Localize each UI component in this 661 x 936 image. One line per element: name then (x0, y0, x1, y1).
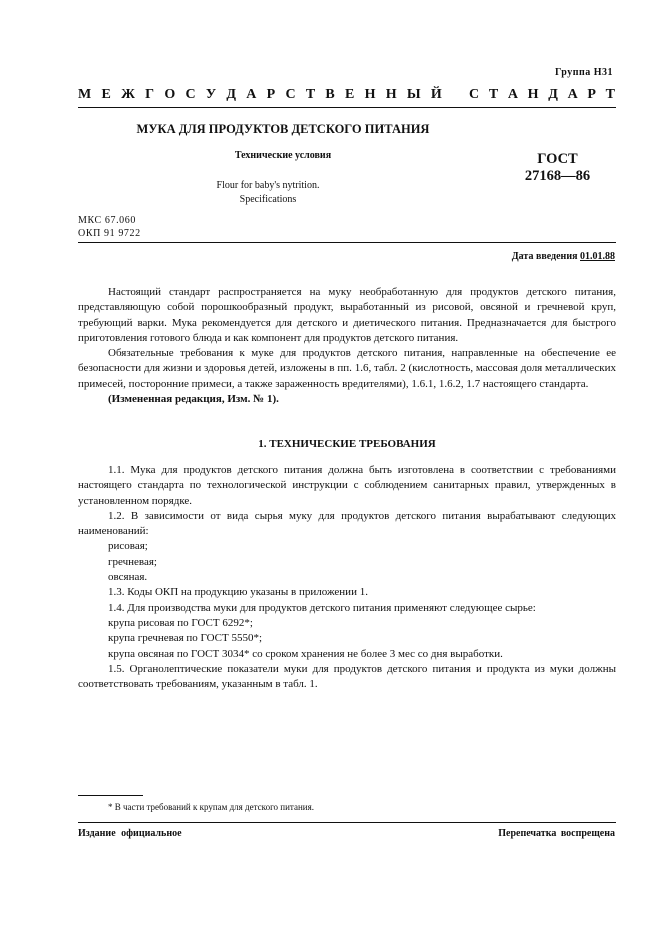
footer-rule (78, 822, 616, 823)
document-subtitle: Технические условия (234, 150, 332, 161)
section-1-body (78, 463, 616, 692)
clause-1-5: 1.5. Органолептические показатели муки для продуктов детского питания и продукта из муки должны соответствовать требованиям, указанным в табл. 1. (78, 662, 616, 691)
gost-label: ГОСТ (537, 151, 578, 167)
list-item: крупа овсяная по ГОСТ 3034* со сроком хранения не более 3 мес со дня выработки. (108, 647, 503, 660)
footnote: * В части требований к крупам для детского питания. (108, 802, 314, 812)
banner-letter: О (164, 87, 176, 102)
banner-word-interstate (78, 87, 442, 103)
banner-letter: В (325, 87, 335, 102)
standard-banner (78, 87, 615, 103)
banner-letter: У (205, 87, 217, 102)
clause-1-1: 1.1. Мука для продуктов детского питания должна быть изготовлена в соответствии с требованиями настоящего стандарта по технологической инструкции с соблюдением санитарных правил, утвержденных в установленном порядке. (78, 464, 616, 507)
gost-number: 27168—86 (524, 168, 591, 184)
okp-code: ОКП 91 9722 (78, 228, 141, 239)
banner-letter: Т (305, 87, 316, 102)
banner-letter: Е (101, 87, 111, 102)
banner-letter: Н (364, 87, 376, 102)
banner-letter: Д (226, 87, 237, 102)
clause-1-2: 1.2. В зависимости от вида сырья муку для продуктов детского питания вырабатывают следующих наименований: (78, 509, 616, 538)
banner-letter: Н (527, 87, 539, 102)
english-title-line2: Specifications (239, 194, 297, 205)
banner-letter: Д (548, 87, 558, 102)
english-title-line1: Flour for baby's nytrition. (216, 180, 320, 191)
intro-paragraph-1: Настоящий стандарт распространяется на муку необработанную для продуктов детского питания, представляющую собой порошкообразный продукт, выработанный из рисовой, овсяной и гречневой круп, требующий варки. Мука рекомендуется для детского и диетического питания. Предназначается для быстрого приготовления готового блюда и как компонент для продуктов детского питания. (78, 286, 616, 344)
banner-letter: Т (605, 87, 615, 102)
footnote-rule (78, 795, 143, 796)
list-item: рисовая; (108, 540, 148, 553)
kinds-list (78, 539, 616, 585)
list-item: крупа рисовая по ГОСТ 6292*; (108, 616, 253, 629)
intro-paragraph-2: Обязательные требования к муке для продуктов детского питания, направленные на обеспечение ее безопасности для жизни и здоровья детей, изложены в пп. 1.6, табл. 2 (кислотность, массовая доля металлических примесей, посторонние примеси, а также зараженность вредителями), 1.6.1, 1.6.2, 1.7 настоящего стандарта. (78, 347, 616, 390)
official-edition-label: Издание официальное (78, 828, 182, 839)
banner-letter: Т (488, 87, 499, 102)
banner-letter: А (567, 87, 578, 102)
list-item: гречневая; (108, 555, 157, 568)
date-value: 01.01.88 (580, 251, 615, 262)
date-rule (78, 242, 616, 243)
banner-letter: А (246, 87, 257, 102)
english-title (78, 179, 458, 207)
banner-letter: Ы (406, 87, 421, 102)
clause-1-4: 1.4. Для производства муки для продуктов детского питания применяют следующее сырье: (108, 601, 536, 614)
banner-letter: Е (345, 87, 355, 102)
introduction-date (512, 251, 615, 262)
date-label: Дата введения (511, 251, 578, 262)
group-code: Группа Н31 (555, 67, 613, 78)
header-rule (78, 107, 616, 108)
amendment-note: (Измененная редакция, Изм. № 1). (108, 393, 279, 406)
banner-letter: Н (385, 87, 397, 102)
classification-codes (78, 214, 141, 240)
banner-letter: Р (587, 87, 596, 102)
intro-block (78, 285, 616, 407)
banner-letter: Г (145, 87, 155, 102)
list-item: овсяная. (108, 571, 148, 584)
banner-letter: Й (430, 87, 442, 102)
raw-list (78, 616, 616, 662)
reprint-prohibited-label: Перепечатка воспрещена (498, 828, 615, 839)
mks-code: МКС 67.060 (78, 215, 136, 226)
banner-letter: С (469, 87, 480, 102)
banner-letter: Р (266, 87, 276, 102)
banner-letter: М (78, 87, 92, 102)
banner-letter: С (185, 87, 196, 102)
document-title: МУКА ДЛЯ ПРОДУКТОВ ДЕТСКОГО ПИТАНИЯ (136, 122, 430, 136)
banner-letter: Ж (121, 87, 135, 102)
gost-designation (520, 151, 595, 185)
clause-1-3: 1.3. Коды ОКП на продукцию указаны в приложении 1. (108, 586, 368, 599)
banner-word-standard (469, 87, 615, 103)
section-heading: 1. ТЕХНИЧЕСКИЕ ТРЕБОВАНИЯ (258, 438, 436, 450)
banner-letter: А (507, 87, 518, 102)
list-item: крупа гречневая по ГОСТ 5550*; (108, 632, 263, 645)
banner-letter: С (285, 87, 296, 102)
